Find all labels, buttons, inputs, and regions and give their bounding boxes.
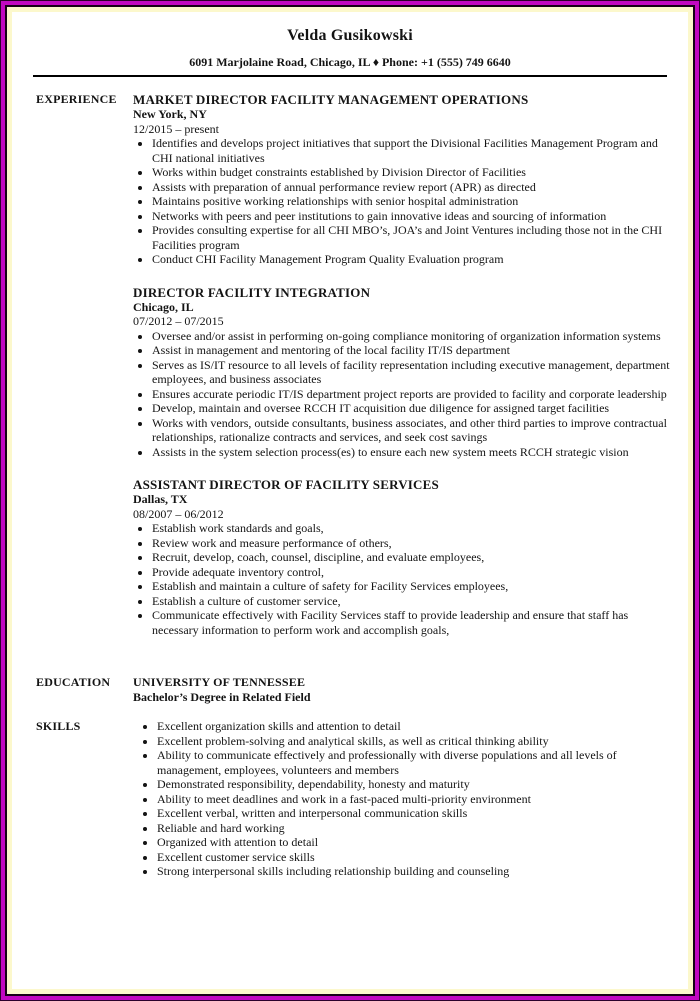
skill-item: • Excellent verbal, written and interpersonal communication skills [157,806,676,821]
section-label-education: EDUCATION [36,675,111,689]
bullet-item: • Works within budget constraints established by Division Director of Facilities [152,165,676,180]
page-frame-magenta [1,1,699,1000]
header-divider [33,75,667,77]
job-bullets [133,136,676,267]
experience-content [133,92,688,655]
bullet-item: • Establish work standards and goals, [152,521,676,536]
bullet-item: • Ensures accurate periodic IT/IS department project reports are provided to facility and corporate leadership [152,387,676,402]
bullet-item: • Works with vendors, outside consultants, business associates, and other third parties to improve contractual relationships, rationalize contracts and services, and seek cost savings [152,416,676,445]
section-education [12,675,688,705]
job-entry [133,477,676,637]
resume-body [12,92,688,879]
job-dates: 12/2015 – present [133,121,219,136]
job-title: ASSISTANT DIRECTOR OF FACILITY SERVICES [133,477,439,492]
job-bullets [133,329,676,460]
skill-item: • Reliable and hard working [157,821,676,836]
page-frame-cream [7,7,693,994]
school-name: UNIVERSITY OF TENNESSEE [133,675,306,689]
page-title: Velda Gusikowski [287,27,413,44]
bullet-item: • Identifies and develops project initiatives that support the Divisional Facilities Management Program and CHI national initiatives [152,136,676,165]
bullet-item: • Communicate effectively with Facility Services staff to provide leadership and ensure that staff has necessary information to perform work and accomplish goals, [152,608,676,637]
bullet-item: • Assist in management and mentoring of the local facility IT/IS department [152,343,676,358]
skill-item: • Excellent customer service skills [157,850,676,865]
skill-item: • Ability to meet deadlines and work in a fast-paced multi-priority environment [157,792,676,807]
bullet-item: • Maintains positive working relationships with senior hospital administration [152,194,676,209]
job-dates: 07/2012 – 07/2015 [133,314,224,328]
bullet-item: • Establish and maintain a culture of safety for Facility Services employees, [152,579,676,594]
skill-item: • Excellent problem-solving and analytical skills, as well as critical thinking ability [157,734,676,749]
job-location: Dallas, TX [133,492,188,506]
bullet-item: • Networks with peers and peer institutions to gain innovative ideas and sourcing of information [152,209,676,224]
skill-item: • Ability to communicate effectively and professionally with diverse populations and all levels of management, employees, volunteers and members [157,748,676,777]
resume-page [12,12,688,989]
bullet-item: • Conduct CHI Facility Management Program Quality Evaluation program [152,252,676,267]
degree-name: Bachelor’s Degree in Related Field [133,690,311,704]
skill-item: • Strong interpersonal skills including relationship building and counseling [157,864,676,879]
resume-header [12,12,688,77]
skills-content [133,719,688,879]
section-label-experience: EXPERIENCE [36,92,117,106]
bullet-item: • Establish a culture of customer service, [152,594,676,609]
education-content [133,675,688,705]
section-skills [12,719,688,879]
bullet-item: • Review work and measure performance of others, [152,536,676,551]
bullet-item: • Provides consulting expertise for all CHI MBO’s, JOA’s and Joint Ventures including those not in the CHI Facilities program [152,223,676,252]
bullet-item: • Assists with preparation of annual performance review report (APR) as directed [152,180,676,195]
bullet-item: • Recruit, develop, coach, counsel, discipline, and evaluate employees, [152,550,676,565]
skill-item: • Excellent organization skills and attention to detail [157,719,676,734]
section-label-skills: SKILLS [36,719,81,733]
skill-item: • Demonstrated responsibility, dependability, honesty and maturity [157,777,676,792]
skills-list [133,719,676,879]
job-dates: 08/2007 – 06/2012 [133,506,224,521]
job-entry [133,285,676,460]
bullet-item: • Serves as IS/IT resource to all levels of facility representation including executive management, department employees, and business associates [152,358,676,387]
bullet-item: • Oversee and/or assist in performing on-going compliance monitoring of organization information systems [152,329,676,344]
contact-line: 6091 Marjolaine Road, Chicago, IL ♦ Phone: +1 (555) 749 6640 [189,55,511,69]
job-location: Chicago, IL [133,299,194,314]
bullet-item: • Provide adequate inventory control, [152,565,676,580]
bullet-item: • Assists in the system selection process(es) to ensure each new system meets RCCH strategic vision [152,445,676,460]
job-entry [133,92,676,267]
skill-item: • Organized with attention to detail [157,835,676,850]
section-experience [12,92,688,655]
job-title: DIRECTOR FACILITY INTEGRATION [133,284,371,300]
page-frame-dark [5,5,695,996]
job-title: MARKET DIRECTOR FACILITY MANAGEMENT OPERATIONS [133,92,529,107]
bullet-item: • Develop, maintain and oversee RCCH IT acquisition due diligence for assigned target facilities [152,401,676,416]
job-location: New York, NY [133,107,207,121]
job-bullets [133,521,676,637]
